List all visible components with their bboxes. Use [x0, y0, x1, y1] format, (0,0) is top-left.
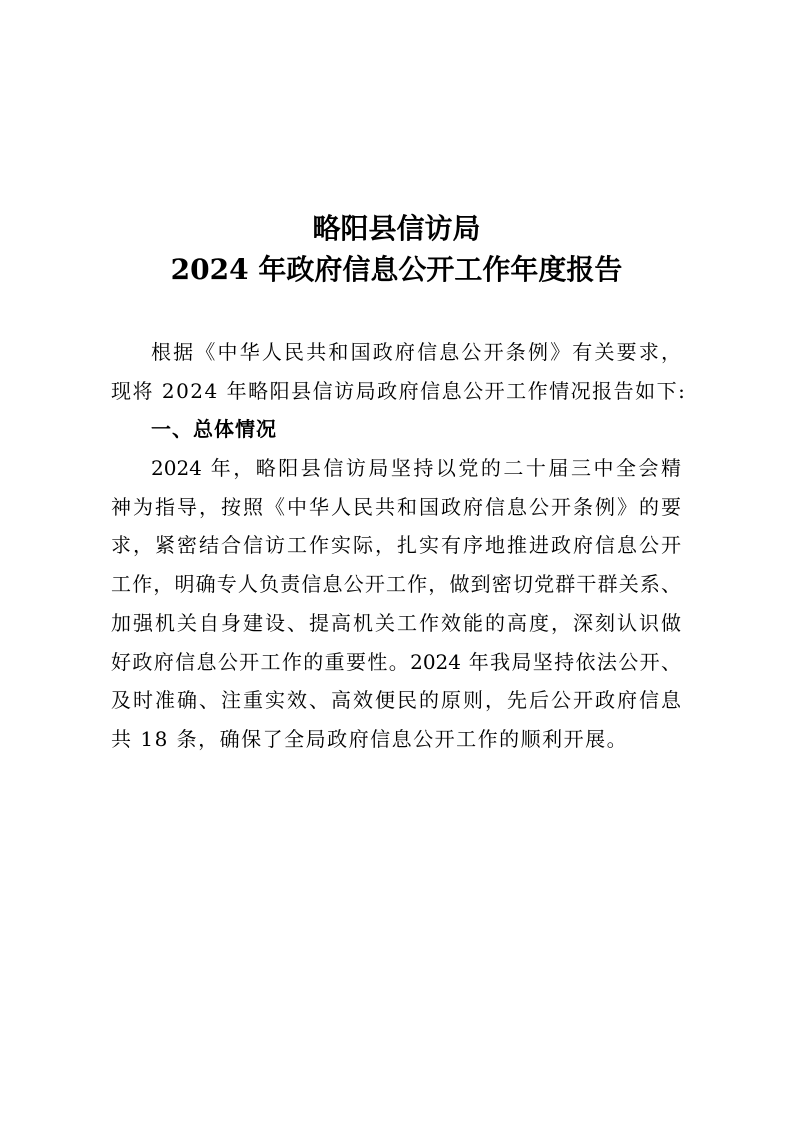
intro-line-2: 现将 2024 年略阳县信访局政府信息公开工作情况报告如下:	[111, 378, 687, 403]
paragraph-line-5: 加强机关自身建设、提高机关工作效能的高度，深刻认识做	[111, 610, 681, 635]
document-body	[111, 333, 687, 759]
paragraph-line-3: 求，紧密结合信访工作实际，扎实有序地推进政府信息公开	[111, 533, 681, 558]
paragraph-line-4: 工作，明确专人负责信息公开工作，做到密切党群干群关系、	[111, 572, 681, 597]
intro-line-1: 根据《中华人民共和国政府信息公开条例》有关要求，	[151, 340, 681, 364]
document-title-line-2: 2024 年政府信息公开工作年度报告	[170, 253, 623, 286]
paragraph-line-8: 共 18 条，确保了全局政府信息公开工作的顺利开展。	[111, 726, 629, 751]
paragraph-line-1: 2024 年，略阳县信访局坚持以党的二十届三中全会精	[151, 456, 681, 481]
document-title-line-1: 略阳县信访局	[312, 212, 481, 245]
paragraph-line-7: 及时准确、注重实效、高效便民的原则，先后公开政府信息	[111, 688, 681, 713]
paragraph-line-6: 好政府信息公开工作的重要性。2024 年我局坚持依法公开、	[111, 649, 681, 674]
section-heading-overview: 一、总体情况	[151, 417, 277, 442]
paragraph-line-2: 神为指导，按照《中华人民共和国政府信息公开条例》的要	[111, 494, 681, 519]
